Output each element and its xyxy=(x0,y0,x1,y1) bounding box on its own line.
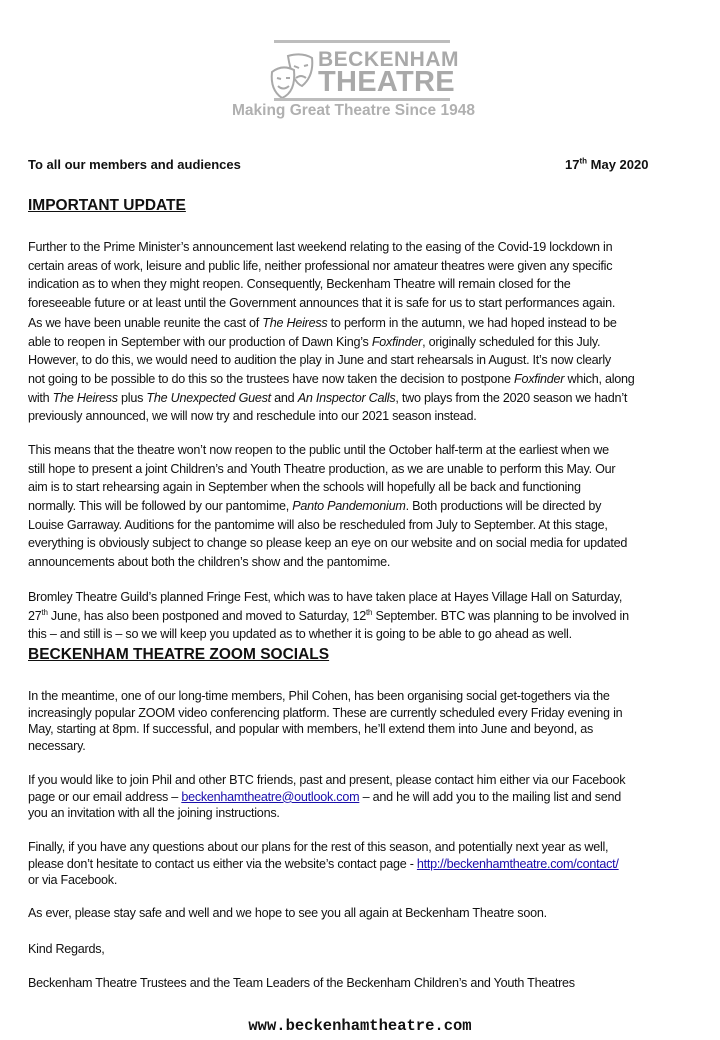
hyperlink[interactable]: beckenhamtheatre@outlook.com xyxy=(181,789,360,804)
text-run: announcements about both the children’s show and the pantomime. xyxy=(28,555,391,570)
text-run: Finally, if you have any questions about our plans for the rest of this season, and potentially next year as well, xyxy=(28,840,609,854)
text-line xyxy=(28,370,635,389)
date-day: 17 xyxy=(565,157,580,172)
text-line xyxy=(28,772,625,789)
text-line xyxy=(28,974,575,993)
text-line xyxy=(28,738,622,755)
italic-title: Panto Pandemonium xyxy=(292,499,406,514)
text-run: . Both productions will be directed by xyxy=(405,499,602,514)
date-suffix: th xyxy=(579,156,588,166)
text-line xyxy=(28,625,629,644)
paragraph xyxy=(28,772,625,822)
paragraph xyxy=(28,314,635,426)
text-run: As ever, please stay safe and well and we hope to see you all again at Beckenham Theatre soon. xyxy=(28,906,547,920)
text-line xyxy=(28,460,627,479)
text-line xyxy=(28,856,619,873)
text-line xyxy=(28,333,635,352)
logo-text-beckenham: BECKENHAM xyxy=(318,48,459,71)
text-run: In the meantime, one of our long-time members, Phil Cohen, has been organising social get-togethers via the xyxy=(28,689,610,703)
text-line xyxy=(28,389,635,408)
paragraph xyxy=(28,974,575,993)
paragraph xyxy=(28,839,619,889)
logo-tagline: Making Great Theatre Since 1948 xyxy=(232,102,475,119)
italic-title: Foxfinder xyxy=(514,372,565,387)
italic-title: The Heiress xyxy=(52,390,118,405)
text-run: you an invitation with all the joining instructions. xyxy=(28,806,280,821)
text-line xyxy=(28,588,629,607)
logo-bottom-rule xyxy=(274,98,450,101)
text-run: June, has also been postponed and moved to Saturday, 12 xyxy=(47,608,367,623)
text-line xyxy=(28,872,619,889)
text-line xyxy=(28,721,622,738)
text-run: September. BTC was planning to be involved in xyxy=(372,608,629,623)
text-run: May, starting at 8pm. If successful, and popular with members, he’ll extend them into June and beyond, as xyxy=(28,722,594,737)
hyperlink[interactable]: http://beckenhamtheatre.com/contact/ xyxy=(416,856,619,871)
text-line xyxy=(28,839,619,856)
text-line xyxy=(28,940,105,959)
paragraph xyxy=(28,588,629,644)
text-line xyxy=(28,275,615,294)
footer-website[interactable]: www.beckenhamtheatre.com xyxy=(248,1017,472,1035)
text-run: please don’t hesitate to contact us either via the website’s contact page - xyxy=(28,856,417,871)
italic-title: The Unexpected Guest xyxy=(146,390,271,405)
text-run: necessary. xyxy=(28,739,86,754)
text-run: – and he will add you to the mailing list and send xyxy=(359,789,622,804)
text-run: This means that the theatre won’t now reopen to the public until the October half-term at the earliest when we xyxy=(28,443,609,457)
text-line xyxy=(28,789,625,806)
text-run: certain areas of work, leisure and public life, neither professional nor amateur theatres were given any specific xyxy=(28,258,613,273)
text-line xyxy=(28,553,627,572)
text-line xyxy=(28,904,547,923)
ordinal-suffix: th xyxy=(366,607,373,617)
text-run: or via Facebook. xyxy=(28,873,118,888)
text-run: Beckenham Theatre Trustees and the Team Leaders of the Beckenham Children’s and Youth Theatres xyxy=(28,976,575,990)
theatre-masks-icon xyxy=(268,52,318,102)
text-line xyxy=(28,705,622,722)
text-line xyxy=(28,441,627,460)
heading-zoom-socials: BECKENHAM THEATRE ZOOM SOCIALS xyxy=(28,646,330,663)
paragraph xyxy=(28,940,105,959)
italic-title: The Heiress xyxy=(262,316,328,330)
paragraph xyxy=(28,904,547,923)
text-run: Bromley Theatre Guild’s planned Fringe Fest, which was to have taken place at Hayes Village Hall on Saturday, xyxy=(28,590,623,604)
text-run: page or our email address – xyxy=(28,789,182,804)
ordinal-suffix: th xyxy=(41,607,48,617)
text-run: plus xyxy=(117,390,147,405)
text-line xyxy=(28,516,627,535)
text-line xyxy=(28,257,615,276)
text-line xyxy=(28,497,627,516)
text-run: aim is to start rehearsing again in September when the schools will hopefully all be back and functioning xyxy=(28,480,581,495)
letter-date xyxy=(565,157,648,172)
text-line xyxy=(28,351,635,370)
text-run: with xyxy=(28,390,53,405)
text-run: Further to the Prime Minister’s announcement last weekend relating to the easing of the Covid-19 lockdown in xyxy=(28,240,613,254)
paragraph xyxy=(28,688,622,755)
text-line xyxy=(28,805,625,822)
text-run: Kind Regards, xyxy=(28,942,105,956)
text-run: 27 xyxy=(28,608,42,623)
text-line xyxy=(28,478,627,497)
text-line xyxy=(28,294,615,313)
text-run: indication as to when they might reopen. Consequently, Beckenham Theatre will remain closed for the xyxy=(28,277,571,292)
text-run: foreseeable future or at least until the Government announces that it is safe for us to start performances again. xyxy=(28,296,616,311)
heading-important-update: IMPORTANT UPDATE xyxy=(28,197,186,214)
text-run: and xyxy=(270,390,298,405)
text-run: normally. This will be followed by our pantomime, xyxy=(28,499,293,514)
paragraph xyxy=(28,441,627,572)
text-run: everything is obviously subject to change so please keep an eye on our website and on social media for updated xyxy=(28,536,628,551)
paragraph xyxy=(28,238,615,313)
italic-title: Foxfinder xyxy=(371,334,423,349)
date-rest: May 2020 xyxy=(587,157,649,172)
text-run: not going to be possible to do this so the trustees have now taken the decision to postpone xyxy=(28,372,514,387)
text-line xyxy=(28,314,635,333)
logo-top-rule xyxy=(274,40,450,43)
text-run: still hope to present a joint Children’s and Youth Theatre production, as we are unable to perform this May. Our xyxy=(28,461,616,476)
text-run: As we have been unable reunite the cast of xyxy=(28,316,263,330)
text-run: previously announced, we will now try and reschedule into our 2021 season instead. xyxy=(28,409,477,424)
text-run: this – and still is – so we will keep you updated as to whether it is going to be able to go ahead as well. xyxy=(28,627,572,642)
text-run: , originally scheduled for this July. xyxy=(422,334,601,349)
text-run: which, along xyxy=(564,372,635,387)
text-run: able to reopen in September with our production of Dawn King’s xyxy=(28,334,372,349)
logo-text-theatre: THEATRE xyxy=(318,66,455,98)
text-run: increasingly popular ZOOM video conferencing platform. These are currently scheduled every Friday evening in xyxy=(28,705,623,720)
text-run: Louise Garraway. Auditions for the pantomime will also be rescheduled from July to September. At this stage, xyxy=(28,517,608,532)
text-run: to perform in the autumn, we had hoped instead to be xyxy=(327,316,617,330)
text-run: If you would like to join Phil and other BTC friends, past and present, please contact him either via our Facebook xyxy=(28,773,626,787)
text-run: , two plays from the 2020 season we hadn’t xyxy=(395,390,628,405)
text-line xyxy=(28,407,635,426)
italic-title: An Inspector Calls xyxy=(297,390,396,405)
salutation: To all our members and audiences xyxy=(28,157,241,172)
text-line xyxy=(28,607,629,626)
beckenham-theatre-logo xyxy=(230,38,480,128)
text-line xyxy=(28,238,615,257)
text-run: However, to do this, we would need to audition the play in June and start rehearsals in August. It’s now clearly xyxy=(28,353,611,368)
text-line xyxy=(28,688,622,705)
text-line xyxy=(28,534,627,553)
